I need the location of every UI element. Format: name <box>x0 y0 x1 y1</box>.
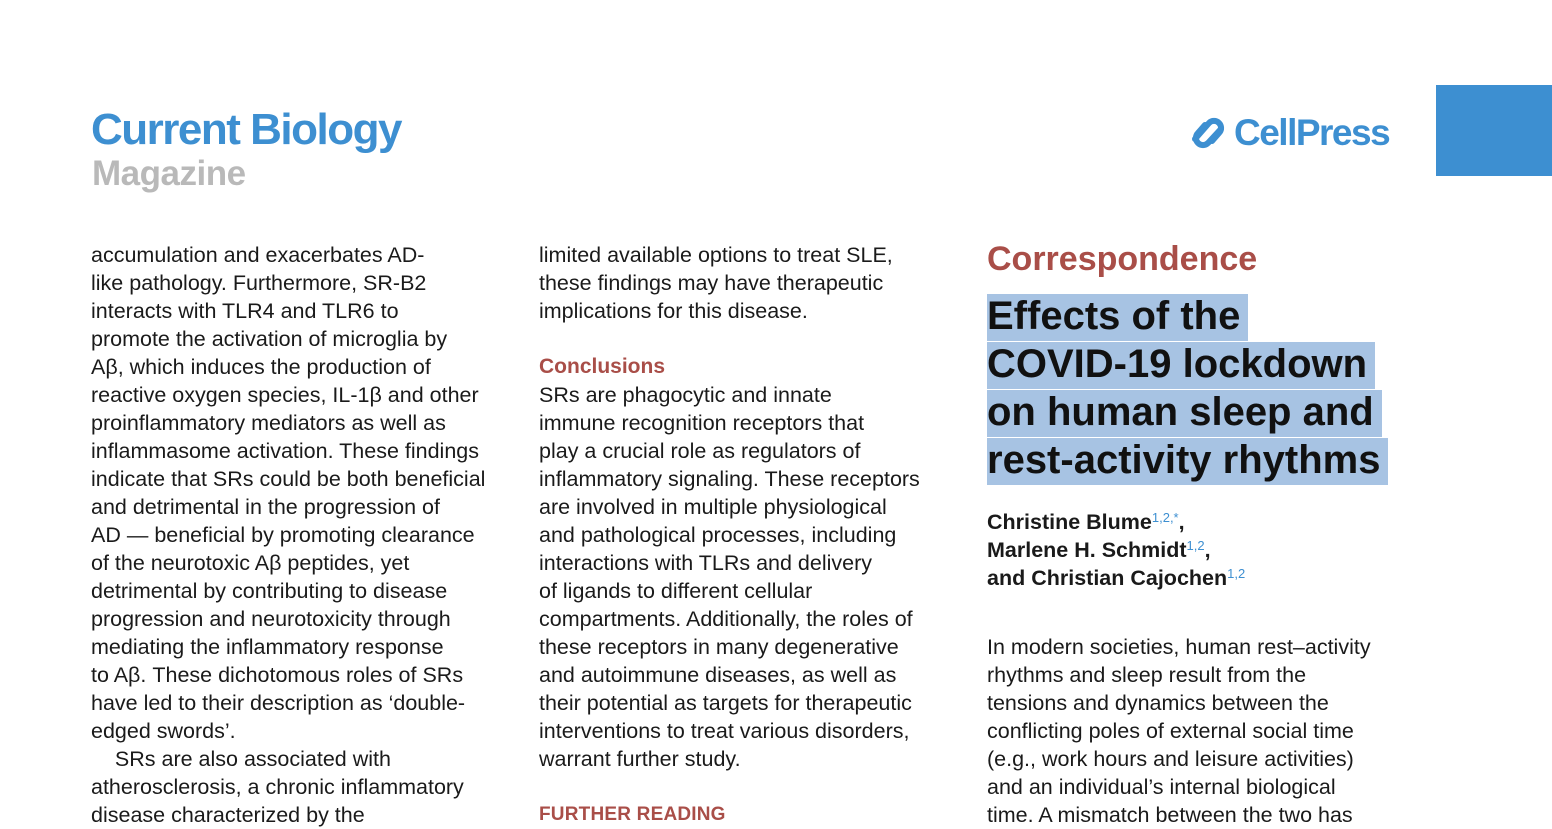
article-type-label: Correspondence <box>987 240 1258 278</box>
text-line: atherosclerosis, a chronic inflammatory <box>91 775 464 799</box>
author-name: Marlene H. Schmidt <box>987 538 1187 562</box>
article-title <box>987 292 1388 484</box>
title-line: COVID-19 lockdown <box>987 342 1375 389</box>
text-line: interacts with TLR4 and TLR6 to <box>91 299 399 323</box>
text-line: indicate that SRs could be both beneficial <box>91 467 486 491</box>
author-list <box>987 508 1245 592</box>
text-line: like pathology. Furthermore, SR-B2 <box>91 271 427 295</box>
text-line: rhythms and sleep result from the <box>987 663 1307 687</box>
text-line: interactions with TLRs and delivery <box>539 551 873 575</box>
text-line: of ligands to different cellular <box>539 579 813 603</box>
author-affiliation[interactable]: 1,2,* <box>1151 510 1179 525</box>
text-line: compartments. Additionally, the roles of <box>539 607 913 631</box>
text-line: have led to their description as ‘double- <box>91 691 466 715</box>
text-line: and detrimental in the progression of <box>91 495 440 519</box>
text-line: warrant further study. <box>539 747 741 771</box>
text-line: In modern societies, human rest–activity <box>987 635 1371 659</box>
text-line: accumulation and exacerbates AD- <box>91 243 425 267</box>
journal-section-label: Magazine <box>92 154 246 193</box>
author[interactable]: Marlene H. Schmidt$^{1,2}$, <box>987 538 1211 562</box>
text-line: SRs are also associated with <box>91 747 391 771</box>
text-line: progression and neurotoxicity through <box>91 607 451 631</box>
text-line: interventions to treat various disorders, <box>539 719 910 743</box>
article-intro <box>987 633 1427 829</box>
text-line: and autoimmune diseases, as well as <box>539 663 897 687</box>
text-line: tensions and dynamics between the <box>987 691 1329 715</box>
publisher-logo[interactable] <box>1186 108 1389 158</box>
text-line: are involved in multiple physiological <box>539 495 887 519</box>
text-line: these receptors in many degenerative <box>539 635 899 659</box>
further-reading-heading: FURTHER READING <box>539 804 726 825</box>
text-line: reactive oxygen species, IL-1β and other <box>91 383 479 407</box>
author-name: and Christian Cajochen <box>987 566 1228 590</box>
text-line: edged swords’. <box>91 719 236 743</box>
text-line: mediating the inflammatory response <box>91 635 444 659</box>
text-line: (e.g., work hours and leisure activities) <box>987 747 1354 771</box>
text-line: and pathological processes, including <box>539 523 897 547</box>
author[interactable] <box>987 564 1245 592</box>
text-line: conflicting poles of external social time <box>987 719 1354 743</box>
text-line: proinflammatory mediators as well as <box>91 411 446 435</box>
conclusions-heading: Conclusions <box>539 355 666 378</box>
title-line: rest-activity rhythms <box>987 438 1388 485</box>
body-column-1 <box>91 241 516 829</box>
text-line: these findings may have therapeutic <box>539 271 884 295</box>
text-line: time. A mismatch between the two has <box>987 803 1353 827</box>
text-line: Aβ, which induces the production of <box>91 355 431 379</box>
author-affiliation[interactable]: 1,2 <box>1227 566 1246 581</box>
text-line: to Aβ. These dichotomous roles of SRs <box>91 663 464 687</box>
title-line: Effects of the <box>987 294 1248 341</box>
author-name: Christine Blume <box>987 510 1152 534</box>
text-line: inflammasome activation. These findings <box>91 439 479 463</box>
text-line: disease characterized by the <box>91 803 365 827</box>
title-line: on human sleep and <box>987 390 1382 437</box>
page-corner-marker <box>1436 85 1552 176</box>
text-line: their potential as targets for therapeutic <box>539 691 912 715</box>
text-line: play a crucial role as regulators of <box>539 439 861 463</box>
publisher-name: CellPress <box>1234 112 1390 153</box>
author-affiliation[interactable]: 1,2 <box>1186 538 1205 553</box>
text-line: inflammatory signaling. These receptors <box>539 467 920 491</box>
journal-title: Current Biology <box>91 105 401 154</box>
text-line: of the neurotoxic Aβ peptides, yet <box>91 551 410 575</box>
text-line: promote the activation of microglia by <box>91 327 448 351</box>
text-line: limited available options to treat SLE, <box>539 243 893 267</box>
text-line: implications for this disease. <box>539 299 808 323</box>
cellpress-logo-icon <box>1186 111 1230 155</box>
text-line: SRs are phagocytic and innate <box>539 383 832 407</box>
body-column-2 <box>539 241 959 829</box>
author[interactable]: Christine Blume$^{1,2,*}$, <box>987 510 1185 534</box>
text-line: AD — beneficial by promoting clearance <box>91 523 475 547</box>
text-line: and an individual’s internal biological <box>987 775 1336 799</box>
text-line: immune recognition receptors that <box>539 411 865 435</box>
text-line: detrimental by contributing to disease <box>91 579 448 603</box>
